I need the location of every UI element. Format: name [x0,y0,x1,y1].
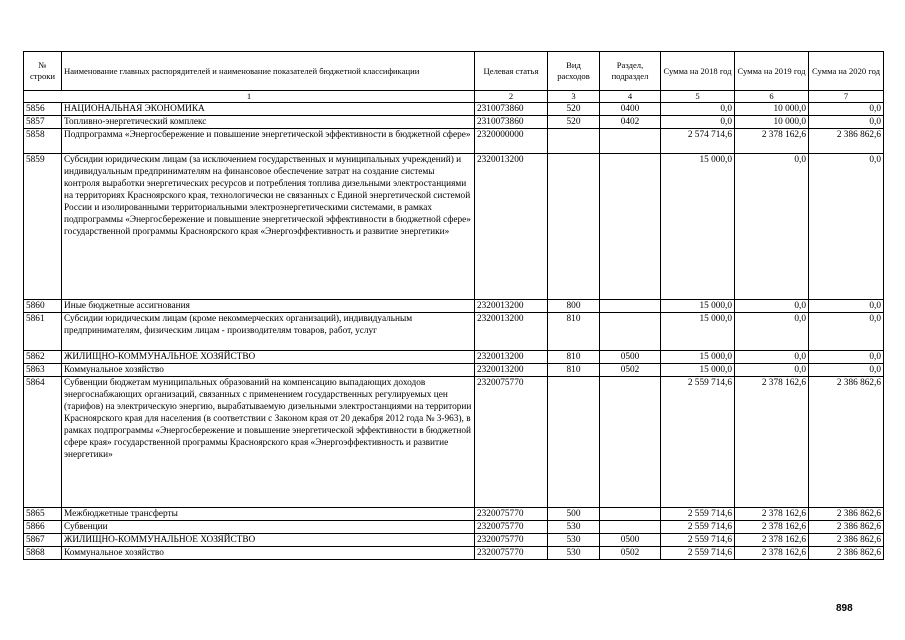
row-target: 2320075770 [475,508,548,521]
row-sum-2020: 2 386 862,6 [809,377,884,508]
row-sum-2018: 2 559 714,6 [661,377,735,508]
column-number: 5 [661,91,735,103]
column-number: 1 [24,91,475,103]
header-sum-2020: Сумма на 2020 год [809,52,884,91]
row-number: 5865 [24,508,62,521]
row-number: 5861 [24,313,62,351]
row-target: 2320075770 [475,521,548,534]
budget-table [23,51,884,560]
row-name: Топливно-энергетический комплекс [62,116,475,129]
table-row [24,364,884,377]
row-sum-2018: 15 000,0 [661,154,735,300]
row-kind: 810 [548,313,600,351]
row-number: 5863 [24,364,62,377]
row-sum-2020: 0,0 [809,351,884,364]
row-number: 5858 [24,129,62,154]
row-number: 5857 [24,116,62,129]
row-kind: 500 [548,508,600,521]
row-target: 2310073860 [475,116,548,129]
row-target: 2310073860 [475,103,548,116]
header-sum-2019: Сумма на 2019 год [735,52,809,91]
row-kind: 810 [548,364,600,377]
row-sum-2018: 15 000,0 [661,351,735,364]
row-kind: 530 [548,534,600,547]
row-sum-2018: 15 000,0 [661,300,735,313]
row-sum-2019: 0,0 [735,300,809,313]
row-sum-2019: 10 000,0 [735,103,809,116]
row-section: 0402 [600,116,661,129]
table-header-row [24,52,884,91]
row-sum-2018: 2 559 714,6 [661,508,735,521]
row-sum-2019: 0,0 [735,313,809,351]
row-target: 2320013200 [475,351,548,364]
row-sum-2019: 2 378 162,6 [735,547,809,560]
page-number: 898 [836,603,853,614]
row-sum-2018: 2 559 714,6 [661,534,735,547]
table-row [24,351,884,364]
header-row-number: № строки [24,52,62,91]
header-kind: Вид расходов [548,52,600,91]
header-section: Раздел, подраздел [600,52,661,91]
row-sum-2018: 2 574 714,6 [661,129,735,154]
row-sum-2018: 2 559 714,6 [661,521,735,534]
row-sum-2020: 2 386 862,6 [809,547,884,560]
row-sum-2018: 0,0 [661,116,735,129]
row-number: 5864 [24,377,62,508]
column-number: 3 [548,91,600,103]
row-sum-2020: 0,0 [809,154,884,300]
table-row [24,377,884,508]
row-sum-2019: 2 378 162,6 [735,521,809,534]
row-number: 5862 [24,351,62,364]
table-row [24,154,884,300]
row-name: Коммунальное хозяйство [62,364,475,377]
row-sum-2018: 2 559 714,6 [661,547,735,560]
column-numbers-row [24,91,884,103]
row-kind: 530 [548,521,600,534]
row-kind: 800 [548,300,600,313]
table-row [24,508,884,521]
row-sum-2018: 0,0 [661,103,735,116]
row-number: 5859 [24,154,62,300]
row-target: 2320013200 [475,154,548,300]
table-row [24,521,884,534]
row-number: 5856 [24,103,62,116]
row-section: 0502 [600,547,661,560]
header-target: Целевая статья [475,52,548,91]
row-target: 2320075770 [475,534,548,547]
row-sum-2019: 2 378 162,6 [735,129,809,154]
row-sum-2020: 2 386 862,6 [809,508,884,521]
row-target: 2320013200 [475,364,548,377]
column-number: 6 [735,91,809,103]
table-row [24,313,884,351]
row-sum-2019: 0,0 [735,364,809,377]
table-row [24,300,884,313]
row-sum-2020: 0,0 [809,116,884,129]
table-row [24,534,884,547]
row-sum-2019: 2 378 162,6 [735,508,809,521]
row-section [600,129,661,154]
row-sum-2020: 2 386 862,6 [809,534,884,547]
row-number: 5866 [24,521,62,534]
row-name: ЖИЛИЩНО-КОММУНАЛЬНОЕ ХОЗЯЙСТВО [62,534,475,547]
row-section [600,154,661,300]
row-sum-2019: 10 000,0 [735,116,809,129]
row-name: Субсидии юридическим лицам (кроме некоммерческих организаций), индивидуальным предпринимателям, физическим лицам - производителям товаров, работ, услуг [62,313,475,351]
row-name: Иные бюджетные ассигнования [62,300,475,313]
row-kind: 530 [548,547,600,560]
row-name: ЖИЛИЩНО-КОММУНАЛЬНОЕ ХОЗЯЙСТВО [62,351,475,364]
row-sum-2019: 2 378 162,6 [735,534,809,547]
row-name: Субвенции [62,521,475,534]
row-section: 0500 [600,534,661,547]
column-number: 4 [600,91,661,103]
table-row [24,103,884,116]
table-body [24,103,884,560]
row-sum-2020: 0,0 [809,103,884,116]
column-number: 2 [475,91,548,103]
row-kind: 810 [548,351,600,364]
table-row [24,129,884,154]
header-sum-2018: Сумма на 2018 год [661,52,735,91]
row-target: 2320000000 [475,129,548,154]
row-target: 2320013200 [475,313,548,351]
row-section [600,521,661,534]
row-sum-2020: 0,0 [809,300,884,313]
row-section [600,300,661,313]
row-sum-2019: 0,0 [735,154,809,300]
row-name: Межбюджетные трансферты [62,508,475,521]
row-kind [548,154,600,300]
row-sum-2020: 0,0 [809,313,884,351]
row-name: Субсидии юридическим лицам (за исключением государственных и муниципальных учреждений) и индивидуальным предпринимателям на финансовое обеспечение затрат на создание системы контроля выработки энергетических ресурсов и потребления топлива дизельными электростанциями на территориях Красноярского края, технологически не связанных с Единой энергетической системой России и изолированными территориальными электроэнергетическими системами, в рамках подпрограммы «Энергосбережение и повышение энергетической эффективности в бюджетной сфере» государственной программы Красноярского края «Энергоэффективность и развитие энергетики» [62,154,475,300]
row-kind: 520 [548,103,600,116]
row-kind [548,129,600,154]
row-number: 5868 [24,547,62,560]
row-name: Субвенции бюджетам муниципальных образований на компенсацию выпадающих доходов энергоснабжающих организаций, связанных с применением государственных регулируемых цен (тарифов) на электрическую энергию, вырабатываемую дизельными электростанциями на территории Красноярского края для населения (в соответствии с Законом края от 20 декабря 2012 года № 3-963), в рамках подпрограммы «Энергосбережение и повышение энергетической эффективности в бюджетной сфере края» государственной программы Красноярского края «Энергоэффективность и развитие энергетики» [62,377,475,508]
row-number: 5860 [24,300,62,313]
row-section: 0500 [600,351,661,364]
row-name: Подпрограмма «Энергосбережение и повышение энергетической эффективности в бюджетной сфере» [62,129,475,154]
row-sum-2018: 15 000,0 [661,313,735,351]
row-name: НАЦИОНАЛЬНАЯ ЭКОНОМИКА [62,103,475,116]
row-section: 0502 [600,364,661,377]
column-number: 7 [809,91,884,103]
row-section [600,377,661,508]
row-target: 2320075770 [475,547,548,560]
header-name: Наименование главных распорядителей и наименование показателей бюджетной классификации [62,52,475,91]
row-name: Коммунальное хозяйство [62,547,475,560]
row-section [600,508,661,521]
row-sum-2020: 0,0 [809,364,884,377]
row-target: 2320075770 [475,377,548,508]
row-sum-2019: 2 378 162,6 [735,377,809,508]
row-sum-2018: 15 000,0 [661,364,735,377]
row-kind: 520 [548,116,600,129]
row-sum-2020: 2 386 862,6 [809,521,884,534]
table-row [24,547,884,560]
row-sum-2020: 2 386 862,6 [809,129,884,154]
row-section [600,313,661,351]
row-target: 2320013200 [475,300,548,313]
row-section: 0400 [600,103,661,116]
table-row [24,116,884,129]
row-kind [548,377,600,508]
row-number: 5867 [24,534,62,547]
row-sum-2019: 0,0 [735,351,809,364]
